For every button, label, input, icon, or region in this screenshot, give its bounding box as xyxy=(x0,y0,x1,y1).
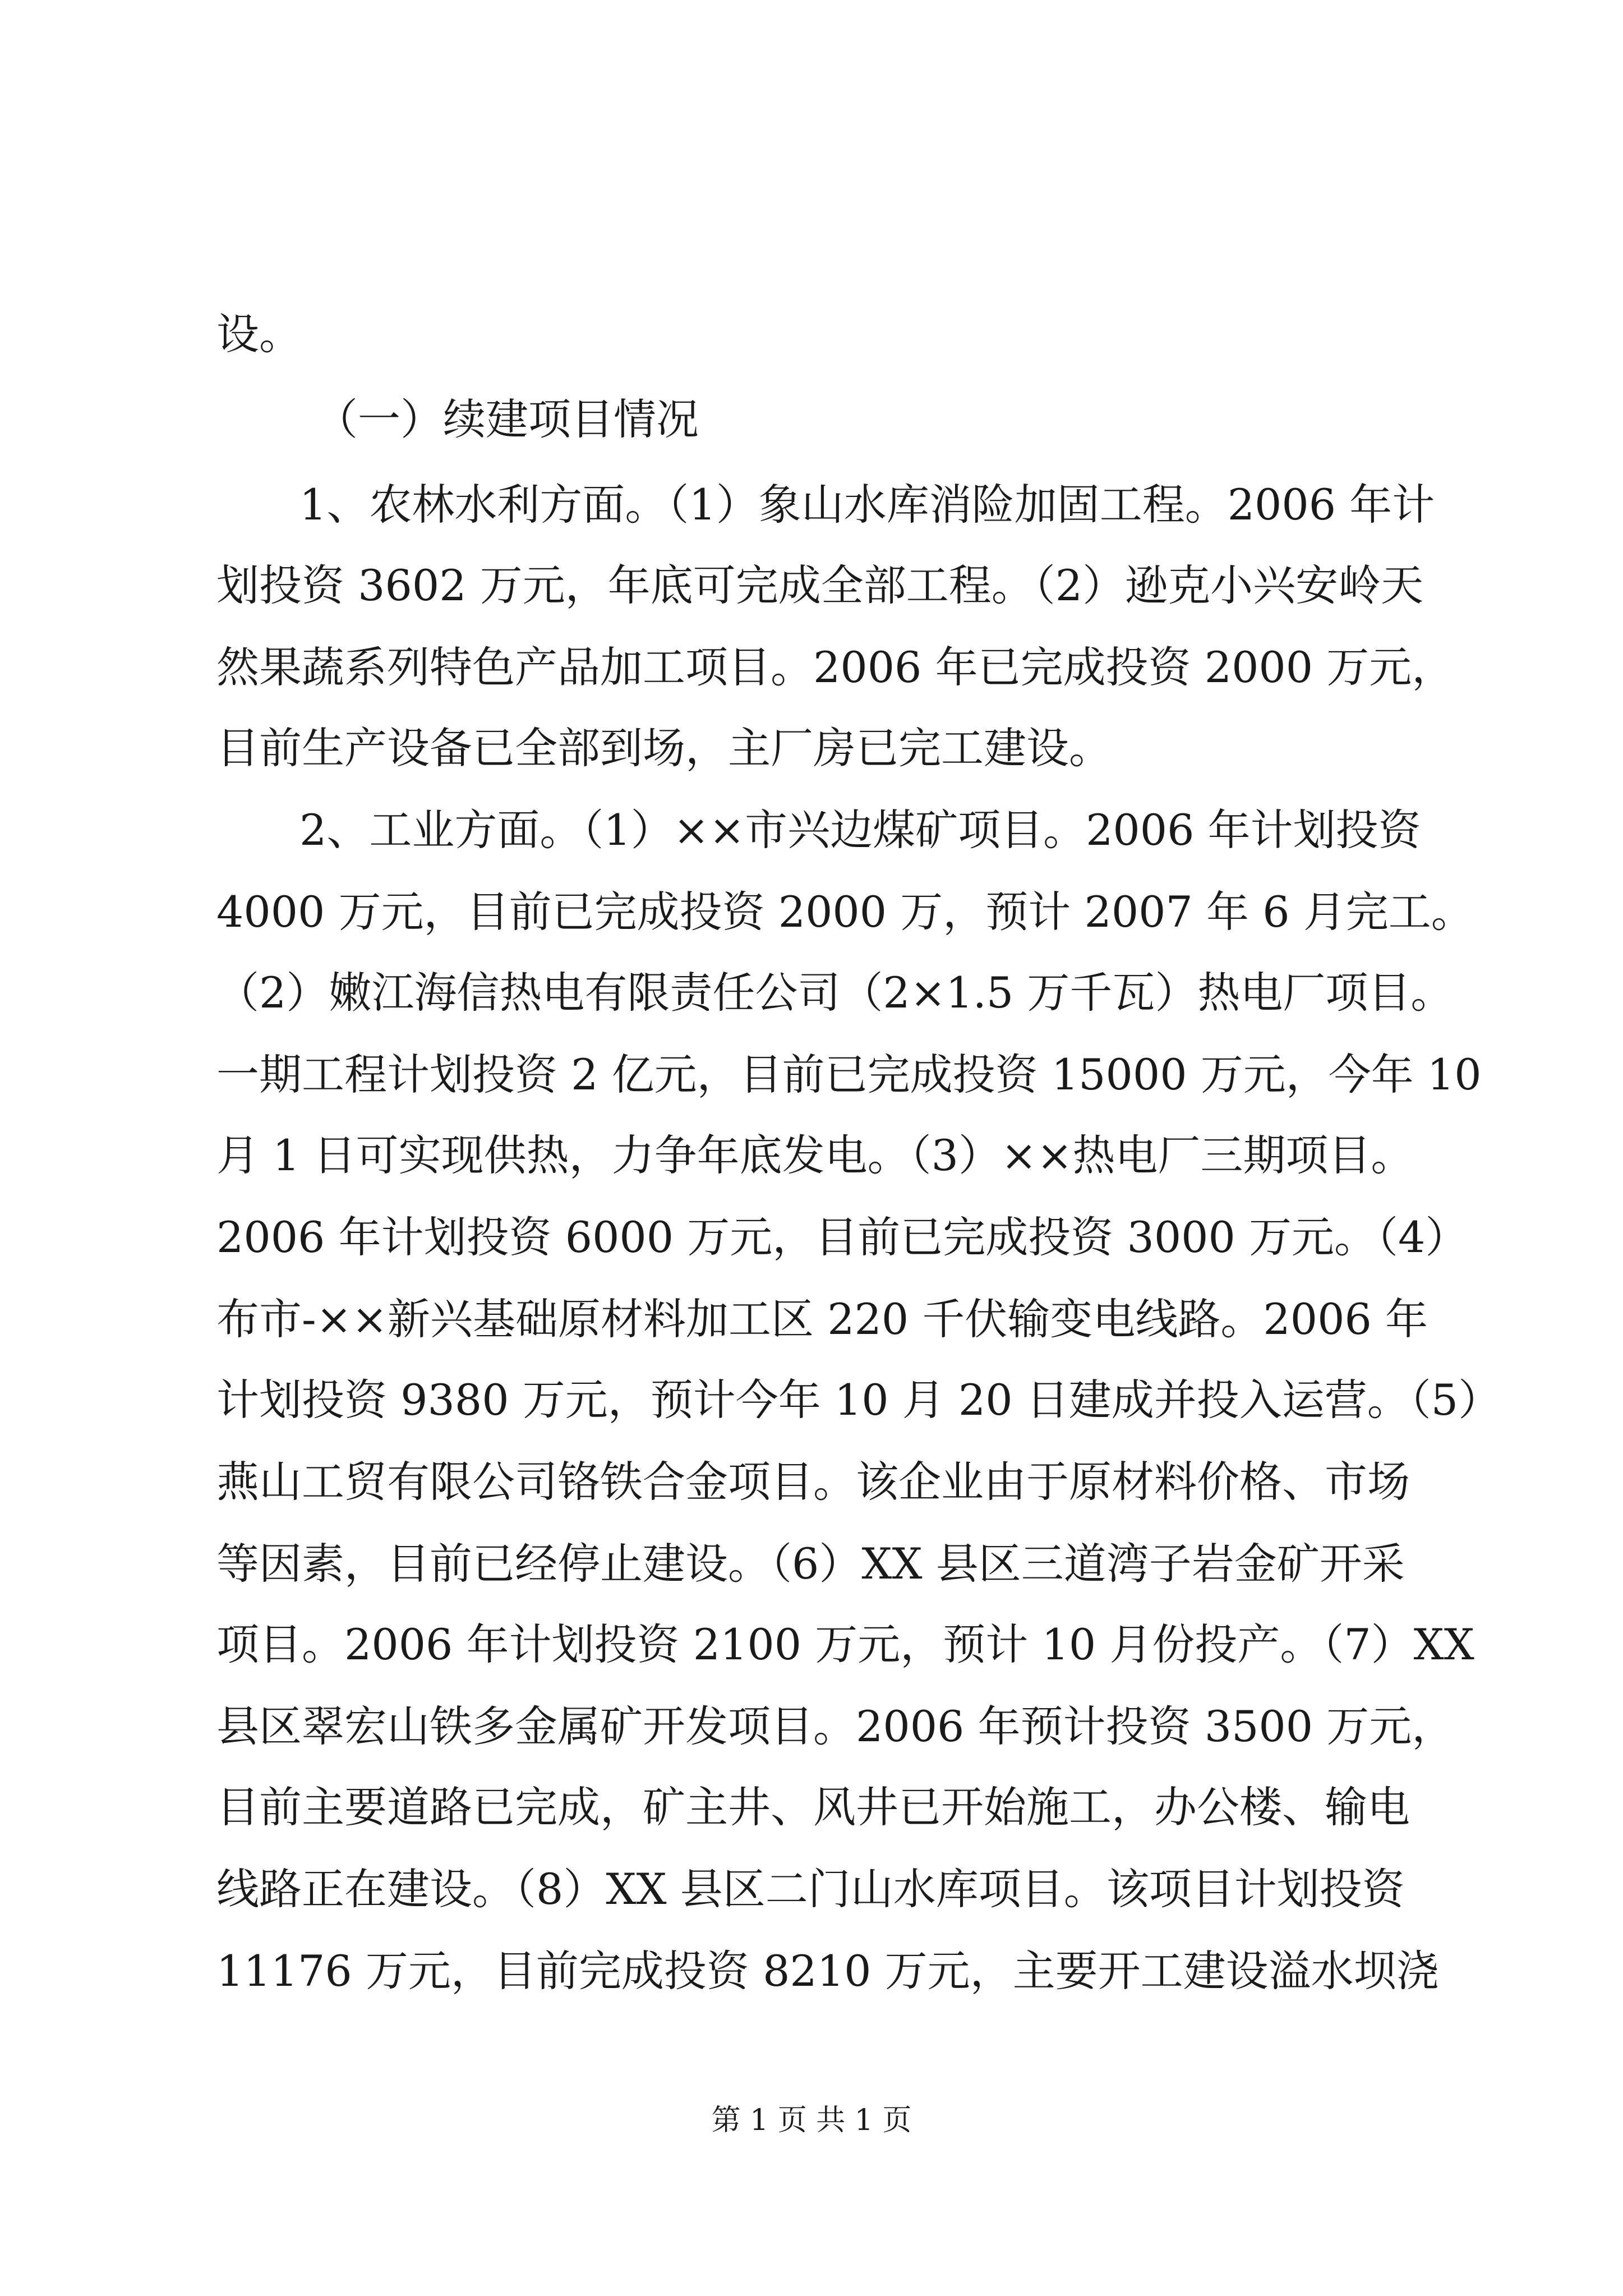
text-line-5: 然果蔬系列特色产品加工项目。2006 年已完成投资 2000 万元， xyxy=(216,642,1455,692)
text-line-4: 划投资 3602 万元，年底可完成全部工程。（2）逊克小兴安岭天 xyxy=(216,560,1424,610)
text-line-7: 2、工业方面。（1）××市兴边煤矿项目。2006 年计划投资 xyxy=(299,805,1421,855)
text-line-18: 县区翠宏山铁多金属矿开发项目。2006 年预计投资 3500 万元， xyxy=(216,1701,1455,1751)
section-heading: （一）续建项目情况 xyxy=(315,394,699,444)
text-line-12: 2006 年计划投资 6000 万元，目前已完成投资 3000 万元。（4） xyxy=(216,1212,1468,1262)
text-line-10: 一期工程计划投资 2 亿元，目前已完成投资 15000 万元，今年 10 xyxy=(216,1050,1482,1099)
text-line-9: （2）嫩江海信热电有限责任公司（2×1.5 万千瓦）热电厂项目。 xyxy=(216,968,1454,1018)
text-line-14: 计划投资 9380 万元，预计今年 10 月 20 日建成并投入运营。（5） xyxy=(216,1375,1501,1425)
text-line-15: 燕山工贸有限公司铬铁合金项目。该企业由于原材料价格、市场 xyxy=(216,1457,1410,1507)
text-line-19: 目前主要道路已完成，矿主井、风井已开始施工，办公楼、输电 xyxy=(216,1782,1410,1832)
text-line-3: 1、农林水利方面。（1）象山水库消险加固工程。2006 年计 xyxy=(299,480,1435,530)
text-line-6: 目前生产设备已全部到场，主厂房已完工建设。 xyxy=(216,723,1112,773)
page-footer: 第 1 页 共 1 页 xyxy=(711,2104,912,2137)
text-line-8: 4000 万元，目前已完成投资 2000 万，预计 2007 年 6 月完工。 xyxy=(216,887,1474,937)
text-line-21: 11176 万元，目前完成投资 8210 万元，主要开工建设溢水坝浇 xyxy=(216,1946,1439,1996)
text-line-20: 线路正在建设。（8）XX 县区二门山水库项目。该项目计划投资 xyxy=(216,1864,1405,1914)
text-line-1: 设。 xyxy=(216,309,302,359)
text-line-16: 等因素，目前已经停止建设。（6）XX 县区三道湾子岩金矿开采 xyxy=(216,1539,1405,1589)
text-line-17: 项目。2006 年计划投资 2100 万元，预计 10 月份投产。（7）XX xyxy=(216,1619,1474,1669)
text-line-11: 月 1 日可实现供热，力争年底发电。（3）××热电厂三期项目。 xyxy=(216,1130,1414,1180)
text-line-13: 布市-××新兴基础原材料加工区 220 千伏输变电线路。2006 年 xyxy=(216,1294,1428,1344)
